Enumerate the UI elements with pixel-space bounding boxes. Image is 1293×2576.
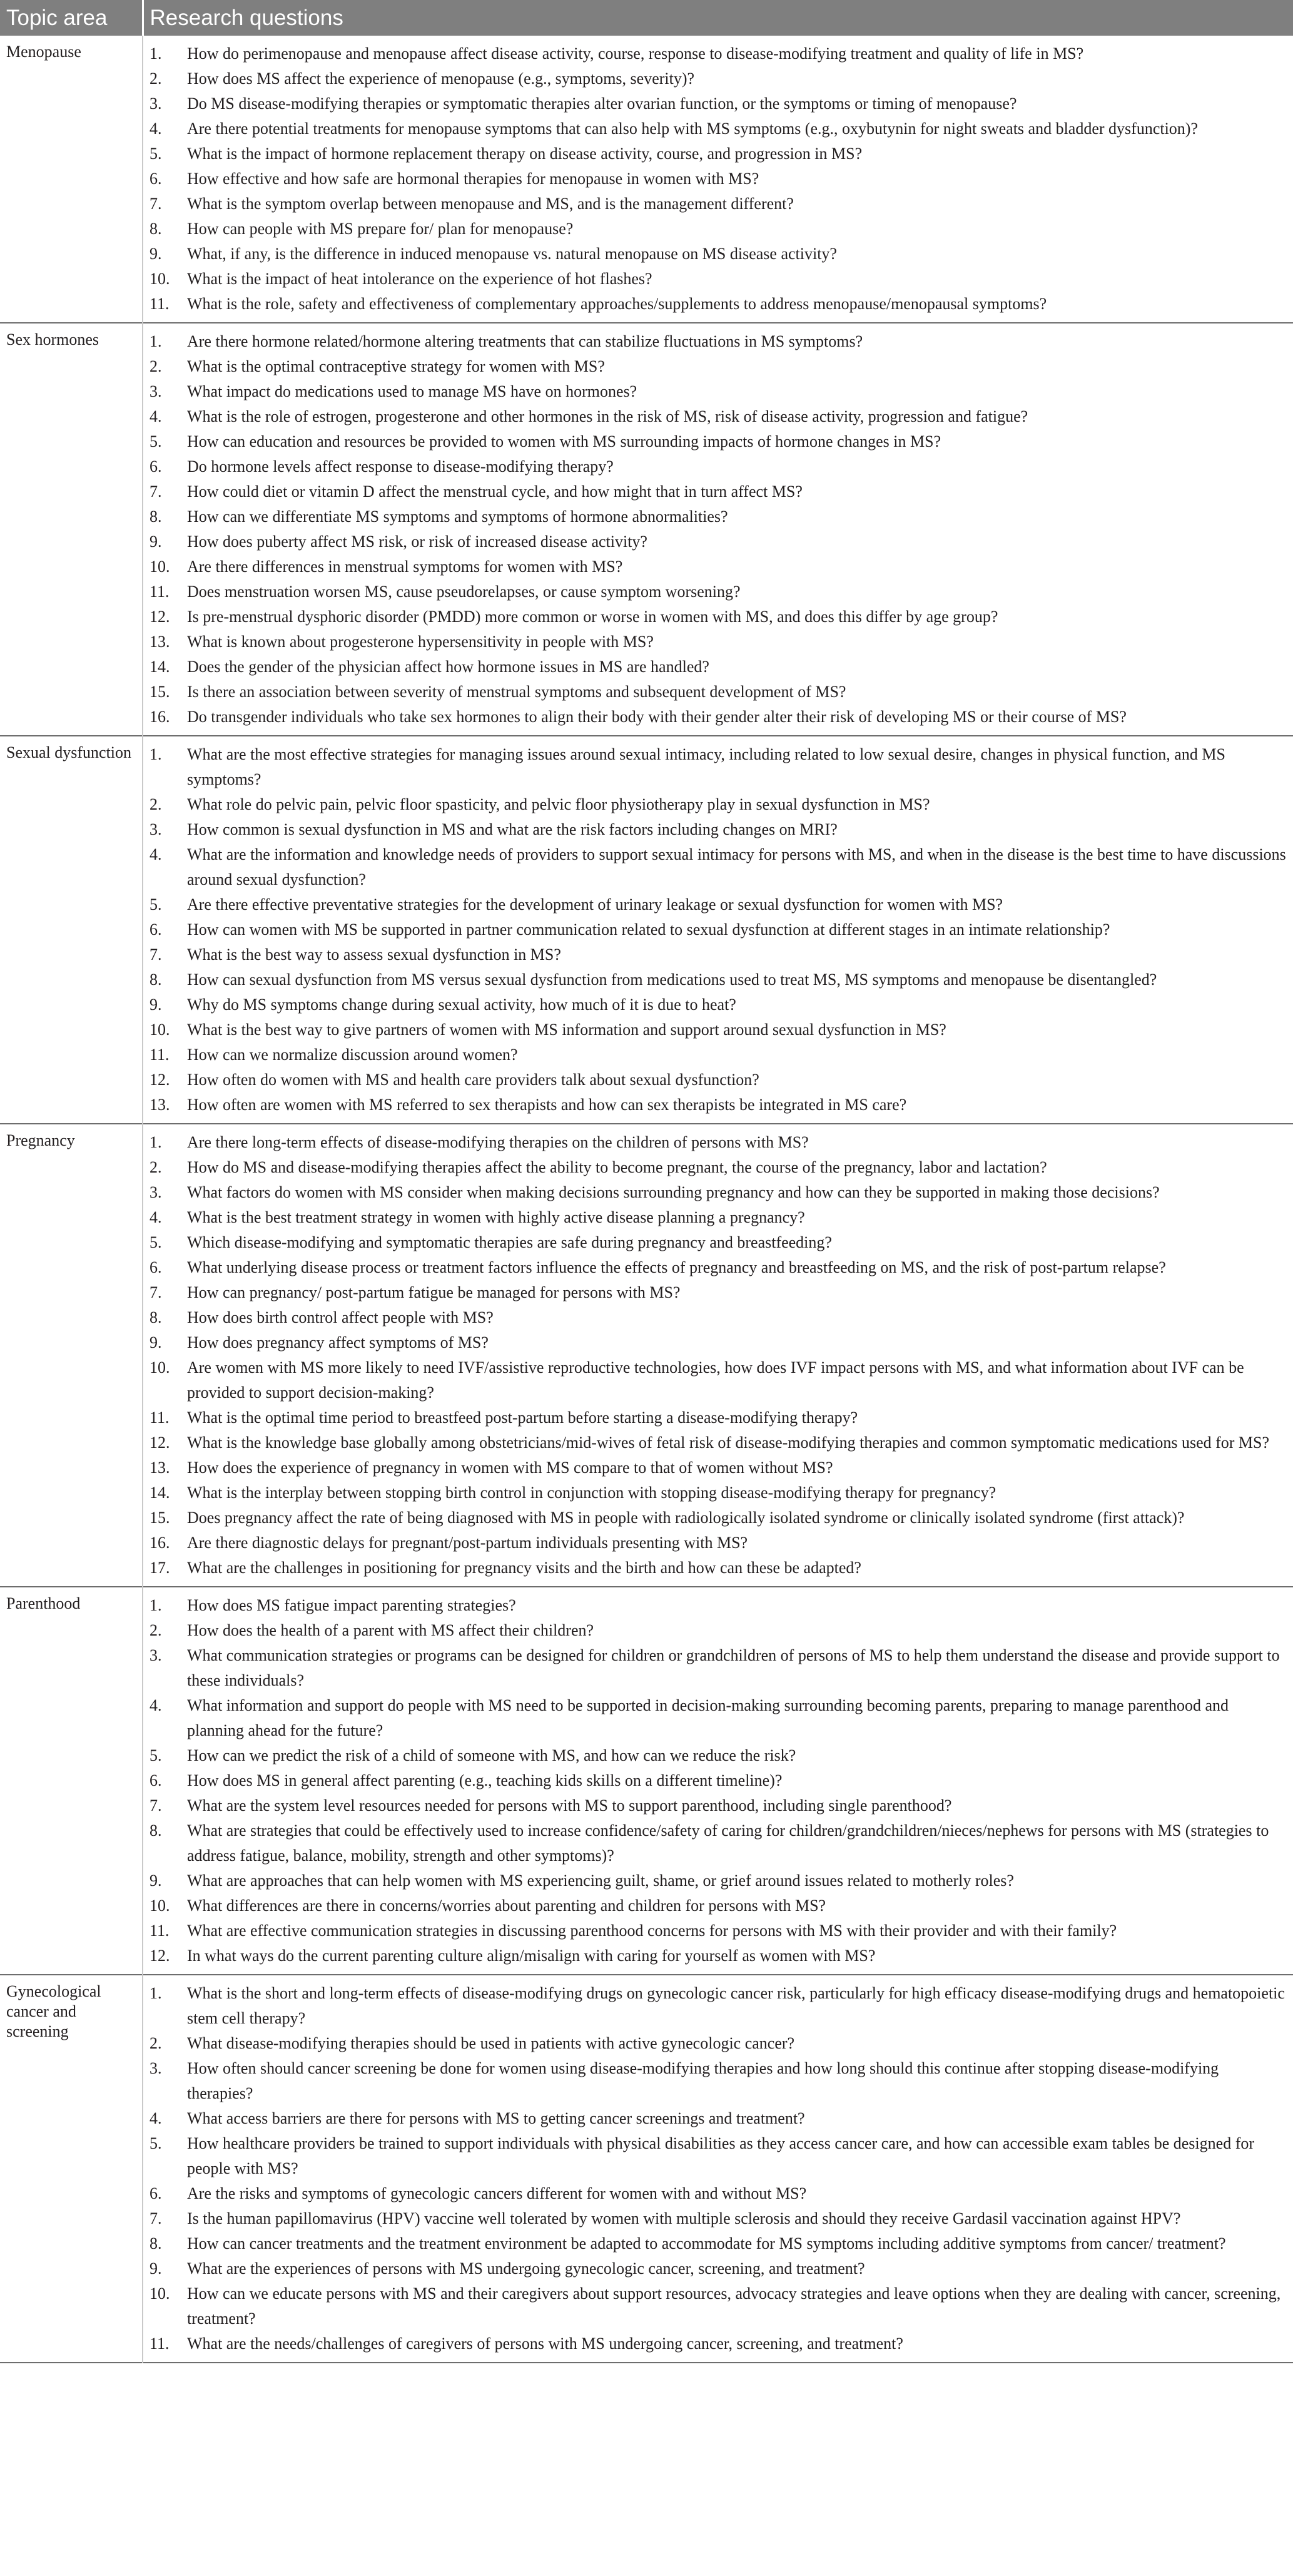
question-item (150, 404, 1287, 429)
question-text: How do MS and disease-modifying therapies affect the ability to become pregnant, the course of the pregnancy, labor and lactation? (187, 1158, 1047, 1176)
question-item (150, 2281, 1287, 2331)
question-number: 4. (150, 1208, 162, 1226)
question-number: 10. (150, 1358, 170, 1377)
question-item (150, 1155, 1287, 1180)
question-item (150, 680, 1287, 705)
question-number: 12. (150, 608, 170, 626)
question-text: How could diet or vitamin D affect the menstrual cycle, and how might that in turn affect MS? (187, 482, 803, 501)
question-number: 1. (150, 44, 162, 63)
question-number: 3. (150, 94, 162, 113)
question-item (150, 2206, 1287, 2231)
header-research-questions: Research questions (143, 0, 1293, 36)
question-item (150, 1593, 1287, 1618)
research-questions-cell (143, 1587, 1293, 1975)
question-text: How often are women with MS referred to sex therapists and how can sex therapists be integrated in MS care? (187, 1096, 907, 1114)
question-item (150, 629, 1287, 654)
table-header-row (0, 0, 1293, 36)
question-number: 10. (150, 557, 170, 576)
question-text: How does puberty affect MS risk, or risk of increased disease activity? (187, 532, 647, 551)
topic-area-cell: Gynecological cancer and screening (0, 1975, 143, 2363)
question-text: What are the system level resources needed for persons with MS to support parenthood, including single parenthood? (187, 1796, 952, 1815)
question-item (150, 842, 1287, 892)
question-list (150, 41, 1287, 317)
question-text: What is the short and long-term effects of disease-modifying drugs on gynecologic cancer risk, particularly for high efficacy disease-modifying drugs and hematopoietic stem cell therapy? (187, 1984, 1285, 2027)
question-item (150, 942, 1287, 967)
question-item (150, 604, 1287, 629)
question-item (150, 354, 1287, 379)
question-text: What is the best way to assess sexual dysfunction in MS? (187, 945, 561, 964)
question-list (150, 1593, 1287, 1968)
question-text: What is known about progesterone hypersensitivity in people with MS? (187, 633, 654, 651)
question-text: How effective and how safe are hormonal therapies for menopause in women with MS? (187, 170, 759, 188)
question-text: Do transgender individuals who take sex hormones to align their body with their gender alter their risk of developing MS or their course of MS? (187, 708, 1127, 726)
question-number: 9. (150, 1333, 162, 1352)
question-number: 11. (150, 1922, 170, 1940)
question-item (150, 1430, 1287, 1455)
question-number: 15. (150, 1509, 170, 1527)
question-item (150, 1793, 1287, 1818)
question-text: Are women with MS more likely to need IVF/assistive reproductive technologies, how does IVF impact persons with MS, and what information about IVF can be provided to support decision-making? (187, 1358, 1244, 1402)
question-item (150, 191, 1287, 216)
question-text: How can women with MS be supported in partner communication related to sexual dysfunction at different stages in an intimate relationship? (187, 920, 1110, 939)
question-number: 8. (150, 1821, 162, 1840)
question-item (150, 1480, 1287, 1505)
question-text: Are there potential treatments for menopause symptoms that can also help with MS symptoms (e.g., oxybutynin for night sweats and bladder dysfunction)? (187, 120, 1198, 138)
question-item (150, 1455, 1287, 1480)
question-item (150, 454, 1287, 479)
question-number: 8. (150, 220, 162, 238)
question-text: What is the role, safety and effectiveness of complementary approaches/supplements to address menopause/menopausal symptoms? (187, 295, 1047, 313)
question-item (150, 1130, 1287, 1155)
question-number: 3. (150, 1183, 162, 1201)
question-item (150, 1943, 1287, 1968)
header-topic-area: Topic area (0, 0, 143, 36)
question-item (150, 2131, 1287, 2181)
question-number: 2. (150, 1158, 162, 1176)
question-item (150, 479, 1287, 504)
question-item (150, 1981, 1287, 2031)
question-item (150, 654, 1287, 680)
research-questions-cell (143, 1124, 1293, 1587)
question-text: What are the challenges in positioning for pregnancy visits and the birth and how can these be adapted? (187, 1559, 861, 1577)
question-number: 9. (150, 1871, 162, 1890)
question-text: How can we differentiate MS symptoms and symptoms of hormone abnormalities? (187, 507, 728, 526)
question-text: How can pregnancy/ post-partum fatigue be managed for persons with MS? (187, 1283, 681, 1301)
question-text: What is the impact of heat intolerance on the experience of hot flashes? (187, 270, 652, 288)
question-item (150, 1505, 1287, 1530)
question-number: 7. (150, 2209, 162, 2227)
question-item (150, 216, 1287, 242)
question-item (150, 1280, 1287, 1305)
research-questions-cell (143, 36, 1293, 323)
question-number: 11. (150, 1046, 170, 1064)
question-text: What is the symptom overlap between menopause and MS, and is the management different? (187, 195, 794, 213)
question-text: How does MS fatigue impact parenting strategies? (187, 1596, 516, 1614)
question-text: Are there hormone related/hormone altering treatments that can stabilize fluctuations in MS symptoms? (187, 332, 863, 350)
question-number: 15. (150, 683, 170, 701)
question-text: What is the knowledge base globally among obstetricians/mid-wives of fetal risk of disease-modifying therapies and common symptomatic medications used for MS? (187, 1433, 1270, 1452)
question-number: 3. (150, 820, 162, 838)
question-list (150, 329, 1287, 730)
question-number: 6. (150, 170, 162, 188)
question-text: What, if any, is the difference in induced menopause vs. natural menopause on MS disease activity? (187, 245, 837, 263)
question-number: 8. (150, 2234, 162, 2253)
question-number: 2. (150, 357, 162, 375)
topic-area-cell: Sex hormones (0, 323, 143, 736)
question-number: 5. (150, 1746, 162, 1764)
question-text: How can sexual dysfunction from MS versus sexual dysfunction from medications used to treat MS, MS symptoms and menopause be disentangled? (187, 970, 1157, 989)
question-item (150, 1555, 1287, 1581)
question-number: 13. (150, 1459, 170, 1477)
question-text: Does menstruation worsen MS, cause pseudorelapses, or cause symptom worsening? (187, 583, 741, 601)
question-text: What are the information and knowledge needs of providers to support sexual intimacy for persons with MS, and when in the disease is the best time to have discussions around sexual dysfunction? (187, 845, 1286, 888)
question-text: How common is sexual dysfunction in MS and what are the risk factors including changes on MRI? (187, 820, 838, 838)
question-list (150, 1130, 1287, 1581)
question-number: 3. (150, 382, 162, 400)
question-item (150, 2181, 1287, 2206)
question-number: 10. (150, 1896, 170, 1915)
question-item (150, 2106, 1287, 2131)
question-item (150, 504, 1287, 529)
question-number: 10. (150, 1021, 170, 1039)
question-number: 11. (150, 2334, 170, 2353)
question-item (150, 1042, 1287, 1067)
question-text: What is the role of estrogen, progesterone and other hormones in the risk of MS, risk of disease activity, progression and fatigue? (187, 407, 1028, 425)
question-number: 6. (150, 2184, 162, 2202)
question-text: Which disease-modifying and symptomatic therapies are safe during pregnancy and breastfeeding? (187, 1233, 832, 1251)
topic-area-cell: Pregnancy (0, 1124, 143, 1587)
question-text: Do hormone levels affect response to disease-modifying therapy? (187, 457, 614, 476)
question-number: 16. (150, 1534, 170, 1552)
question-number: 13. (150, 1096, 170, 1114)
question-number: 2. (150, 1621, 162, 1639)
question-item (150, 1230, 1287, 1255)
question-item (150, 1067, 1287, 1092)
table-row (0, 1975, 1293, 2363)
question-number: 6. (150, 457, 162, 476)
question-number: 10. (150, 270, 170, 288)
question-item (150, 1205, 1287, 1230)
question-item (150, 292, 1287, 317)
question-item (150, 429, 1287, 454)
table-row (0, 323, 1293, 736)
question-list (150, 742, 1287, 1117)
question-item (150, 1743, 1287, 1768)
question-text: How can we educate persons with MS and their caregivers about support resources, advocacy strategies and leave options when they are dealing with cancer, screening, treatment? (187, 2284, 1281, 2328)
topic-area-cell: Sexual dysfunction (0, 736, 143, 1124)
question-item (150, 1330, 1287, 1355)
question-number: 4. (150, 407, 162, 425)
question-item (150, 1405, 1287, 1430)
question-number: 5. (150, 895, 162, 914)
question-item (150, 817, 1287, 842)
question-text: What are effective communication strategies in discussing parenthood concerns for persons with MS with their provider and with their family? (187, 1922, 1117, 1940)
question-text: What differences are there in concerns/worries about parenting and children for persons with MS? (187, 1896, 826, 1915)
question-item (150, 1643, 1287, 1693)
topic-area-cell: Parenthood (0, 1587, 143, 1975)
question-number: 1. (150, 1984, 162, 2002)
question-text: Are there differences in menstrual symptoms for women with MS? (187, 557, 623, 576)
question-text: How do perimenopause and menopause affect disease activity, course, response to disease-modifying treatment and quality of life in MS? (187, 44, 1084, 63)
question-number: 12. (150, 1071, 170, 1089)
question-number: 7. (150, 1796, 162, 1815)
question-text: What is the best treatment strategy in women with highly active disease planning a pregnancy? (187, 1208, 805, 1226)
question-number: 2. (150, 69, 162, 88)
question-item (150, 1530, 1287, 1555)
question-text: What is the optimal contraceptive strategy for women with MS? (187, 357, 605, 375)
question-text: How does the experience of pregnancy in women with MS compare to that of women without MS? (187, 1459, 833, 1477)
question-text: How can education and resources be provided to women with MS surrounding impacts of hormone changes in MS? (187, 432, 941, 451)
question-text: What is the optimal time period to breastfeed post-partum before starting a disease-modifying therapy? (187, 1408, 858, 1427)
question-item (150, 141, 1287, 166)
question-text: How does the health of a parent with MS affect their children? (187, 1621, 594, 1639)
table-row (0, 736, 1293, 1124)
question-item (150, 116, 1287, 141)
question-item (150, 579, 1287, 604)
question-list (150, 1981, 1287, 2356)
question-text: What impact do medications used to manage MS have on hormones? (187, 382, 637, 400)
question-text: What is the impact of hormone replacement therapy on disease activity, course, and progression in MS? (187, 145, 863, 163)
question-number: 1. (150, 1596, 162, 1614)
question-number: 7. (150, 945, 162, 964)
question-text: What are strategies that could be effectively used to increase confidence/safety of caring for children/grandchildren/nieces/nephews for persons with MS (strategies to address fatigue, balance, mobility, strength and other symptoms)? (187, 1821, 1269, 1865)
question-item (150, 1868, 1287, 1893)
question-text: What are the experiences of persons with MS undergoing gynecologic cancer, screening, and treatment? (187, 2259, 865, 2278)
question-item (150, 892, 1287, 917)
question-item (150, 1618, 1287, 1643)
question-number: 7. (150, 195, 162, 213)
question-text: What information and support do people with MS need to be supported in decision-making surrounding becoming parents, preparing to manage parenthood and planning ahead for the future? (187, 1696, 1229, 1739)
question-number: 4. (150, 845, 162, 863)
question-number: 7. (150, 1283, 162, 1301)
question-item (150, 329, 1287, 354)
question-text: What are the most effective strategies for managing issues around sexual intimacy, including related to low sexual desire, changes in physical function, and MS symptoms? (187, 745, 1225, 788)
question-text: How does pregnancy affect symptoms of MS? (187, 1333, 489, 1352)
question-text: What communication strategies or programs can be designed for children or grandchildren of persons of MS to help them understand the disease and provide support to these individuals? (187, 1646, 1280, 1689)
research-questions-cell (143, 736, 1293, 1124)
question-number: 11. (150, 295, 170, 313)
table-row (0, 36, 1293, 323)
question-text: Are there long-term effects of disease-modifying therapies on the children of persons with MS? (187, 1133, 809, 1151)
question-item (150, 91, 1287, 116)
question-number: 14. (150, 1484, 170, 1502)
question-text: How often do women with MS and health care providers talk about sexual dysfunction? (187, 1071, 759, 1089)
question-item (150, 242, 1287, 267)
question-number: 14. (150, 658, 170, 676)
question-text: Is there an association between severity of menstrual symptoms and subsequent development of MS? (187, 683, 846, 701)
question-number: 4. (150, 2109, 162, 2127)
question-text: How can we normalize discussion around women? (187, 1046, 518, 1064)
question-text: How healthcare providers be trained to support individuals with physical disabilities as they access cancer care, and how can accessible exam tables be designed for people with MS? (187, 2134, 1255, 2177)
question-item (150, 1768, 1287, 1793)
question-item (150, 967, 1287, 992)
question-text: Is pre-menstrual dysphoric disorder (PMDD) more common or worse in women with MS, and does this differ by age group? (187, 608, 998, 626)
question-item (150, 1305, 1287, 1330)
question-item (150, 1918, 1287, 1943)
question-number: 11. (150, 583, 170, 601)
question-number: 1. (150, 1133, 162, 1151)
question-text: What access barriers are there for persons with MS to getting cancer screenings and treatment? (187, 2109, 805, 2127)
question-item (150, 1092, 1287, 1117)
question-number: 8. (150, 507, 162, 526)
question-item (150, 554, 1287, 579)
question-item (150, 2231, 1287, 2256)
question-item (150, 1017, 1287, 1042)
question-number: 4. (150, 1696, 162, 1714)
question-item (150, 1693, 1287, 1743)
question-item (150, 742, 1287, 792)
question-number: 13. (150, 633, 170, 651)
question-number: 6. (150, 1771, 162, 1789)
question-item (150, 1255, 1287, 1280)
question-number: 4. (150, 120, 162, 138)
question-text: What is the best way to give partners of women with MS information and support around sexual dysfunction in MS? (187, 1021, 946, 1039)
question-number: 9. (150, 2259, 162, 2278)
question-text: How does MS affect the experience of menopause (e.g., symptoms, severity)? (187, 69, 695, 88)
question-number: 8. (150, 1308, 162, 1326)
question-item (150, 1180, 1287, 1205)
question-item (150, 2331, 1287, 2356)
question-number: 12. (150, 1433, 170, 1452)
question-item (150, 917, 1287, 942)
question-text: How can people with MS prepare for/ plan for menopause? (187, 220, 574, 238)
question-item (150, 705, 1287, 730)
question-item (150, 2256, 1287, 2281)
question-text: What role do pelvic pain, pelvic floor spasticity, and pelvic floor physiotherapy play in sexual dysfunction in MS? (187, 795, 930, 813)
question-text: How can we predict the risk of a child of someone with MS, and how can we reduce the risk? (187, 1746, 796, 1764)
table-row (0, 1124, 1293, 1587)
question-number: 12. (150, 1947, 170, 1965)
question-number: 5. (150, 432, 162, 451)
question-number: 9. (150, 245, 162, 263)
question-item (150, 529, 1287, 554)
question-item (150, 792, 1287, 817)
question-item (150, 1893, 1287, 1918)
question-number: 3. (150, 2059, 162, 2077)
question-text: How does birth control affect people with MS? (187, 1308, 494, 1326)
question-text: What factors do women with MS consider when making decisions surrounding pregnancy and how can they be supported in making those decisions? (187, 1183, 1160, 1201)
question-text: Does pregnancy affect the rate of being diagnosed with MS in people with radiologically isolated syndrome or clinically isolated syndrome (first attack)? (187, 1509, 1185, 1527)
question-number: 8. (150, 970, 162, 989)
question-number: 5. (150, 2134, 162, 2152)
table-row (0, 1587, 1293, 1975)
question-number: 2. (150, 795, 162, 813)
research-questions-cell (143, 1975, 1293, 2363)
question-item (150, 166, 1287, 191)
question-text: Are there effective preventative strategies for the development of urinary leakage or sexual dysfunction for women with MS? (187, 895, 1003, 914)
question-number: 11. (150, 1408, 170, 1427)
question-item (150, 267, 1287, 292)
question-item (150, 1818, 1287, 1868)
question-text: Is the human papillomavirus (HPV) vaccine well tolerated by women with multiple sclerosis and should they receive Gardasil vaccination against HPV? (187, 2209, 1181, 2227)
question-item (150, 41, 1287, 66)
question-number: 5. (150, 145, 162, 163)
question-item (150, 66, 1287, 91)
question-number: 16. (150, 708, 170, 726)
question-item (150, 2056, 1287, 2106)
question-number: 3. (150, 1646, 162, 1664)
question-text: Does the gender of the physician affect how hormone issues in MS are handled? (187, 658, 709, 676)
question-item (150, 379, 1287, 404)
question-number: 5. (150, 1233, 162, 1251)
question-text: Why do MS symptoms change during sexual activity, how much of it is due to heat? (187, 995, 736, 1014)
question-text: What are approaches that can help women with MS experiencing guilt, shame, or grief around issues related to motherly roles? (187, 1871, 1014, 1890)
question-number: 9. (150, 995, 162, 1014)
question-text: What underlying disease process or treatment factors influence the effects of pregnancy and breastfeeding on MS, and the risk of post-partum relapse? (187, 1258, 1166, 1276)
table-body (0, 36, 1293, 2363)
question-text: Are there diagnostic delays for pregnant/post-partum individuals presenting with MS? (187, 1534, 748, 1552)
question-number: 17. (150, 1559, 170, 1577)
question-text: What disease-modifying therapies should be used in patients with active gynecologic cancer? (187, 2034, 795, 2052)
question-item (150, 992, 1287, 1017)
question-text: How can cancer treatments and the treatment environment be adapted to accommodate for MS symptoms including additive symptoms from cancer/ treatment? (187, 2234, 1226, 2253)
question-number: 10. (150, 2284, 170, 2303)
question-text: How does MS in general affect parenting (e.g., teaching kids skills on a different timeline)? (187, 1771, 783, 1789)
question-number: 9. (150, 532, 162, 551)
question-number: 6. (150, 920, 162, 939)
question-text: What is the interplay between stopping birth control in conjunction with stopping disease-modifying therapy for pregnancy? (187, 1484, 996, 1502)
topic-area-cell: Menopause (0, 36, 143, 323)
question-text: Do MS disease-modifying therapies or symptomatic therapies alter ovarian function, or the symptoms or timing of menopause? (187, 94, 1017, 113)
question-number: 2. (150, 2034, 162, 2052)
question-number: 7. (150, 482, 162, 501)
question-text: In what ways do the current parenting culture align/misalign with caring for yourself as women with MS? (187, 1947, 876, 1965)
question-item (150, 1355, 1287, 1405)
question-text: What are the needs/challenges of caregivers of persons with MS undergoing cancer, screening, and treatment? (187, 2334, 903, 2353)
question-item (150, 2031, 1287, 2056)
question-number: 1. (150, 332, 162, 350)
question-number: 6. (150, 1258, 162, 1276)
question-text: How often should cancer screening be done for women using disease-modifying therapies and how long should this continue after stopping disease-modifying therapies? (187, 2059, 1219, 2102)
question-text: Are the risks and symptoms of gynecologic cancers different for women with and without MS? (187, 2184, 807, 2202)
research-questions-cell (143, 323, 1293, 736)
question-number: 1. (150, 745, 162, 763)
